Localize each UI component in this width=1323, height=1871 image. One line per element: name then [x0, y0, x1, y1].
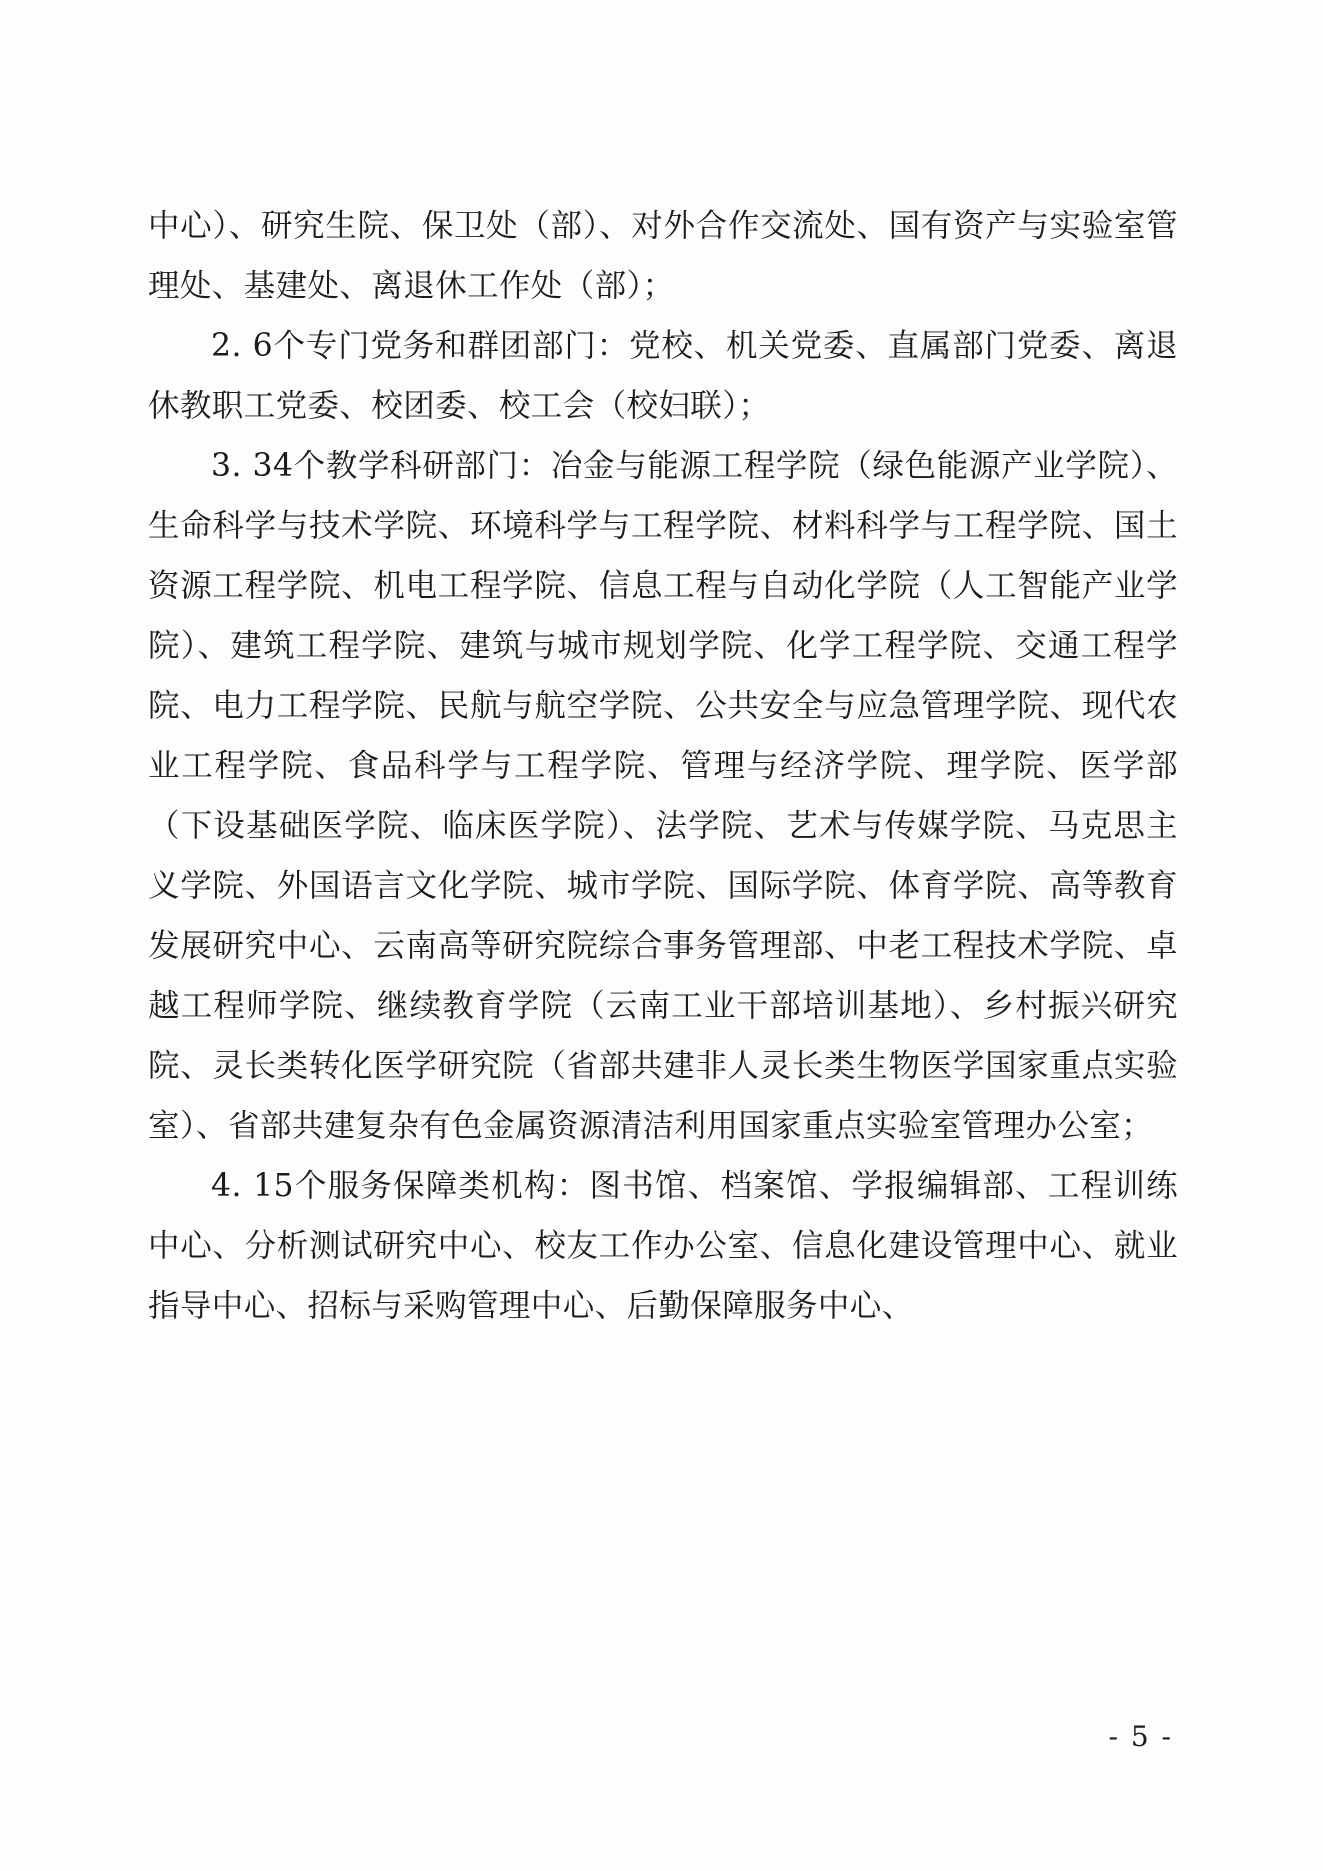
document-body — [148, 196, 1178, 1336]
paragraph-continued: 中心）、研究生院、保卫处（部）、对外合作交流处、国有资产与实验室管理处、基建处、离退休工作处（部）； — [148, 208, 1178, 304]
paragraph-item-2: 2. 6个专门党务和群团部门：党校、机关党委、直属部门党委、离退休教职工党委、校团委、校工会（校妇联）； — [148, 328, 1178, 424]
paragraph-item-4: 4. 15个服务保障类机构：图书馆、档案馆、学报编辑部、工程训练中心、分析测试研究中心、校友工作办公室、信息化建设管理中心、就业指导中心、招标与采购管理中心、后勤保障服务中心、 — [148, 1168, 1178, 1324]
page-number: - 5 - — [1108, 1720, 1173, 1753]
paragraph-item-3: 3. 34个教学科研部门：冶金与能源工程学院（绿色能源产业学院）、生命科学与技术学院、环境科学与工程学院、材料科学与工程学院、国土资源工程学院、机电工程学院、信息工程与自动化学院（人工智能产业学院）、建筑工程学院、建筑与城市规划学院、化学工程学院、交通工程学院、电力工程学院、民航与航空学院、公共安全与应急管理学院、现代农业工程学院、食品科学与工程学院、管理与经济学院、理学院、医学部（下设基础医学院、临床医学院）、法学院、艺术与传媒学院、马克思主义学院、外国语言文化学院、城市学院、国际学院、体育学院、高等教育发展研究中心、云南高等研究院综合事务管理部、中老工程技术学院、卓越工程师学院、继续教育学院（云南工业干部培训基地）、乡村振兴研究院、灵长类转化医学研究院（省部共建非人灵长类生物医学国家重点实验室）、省部共建复杂有色金属资源清洁利用国家重点实验室管理办公室； — [148, 448, 1178, 1144]
